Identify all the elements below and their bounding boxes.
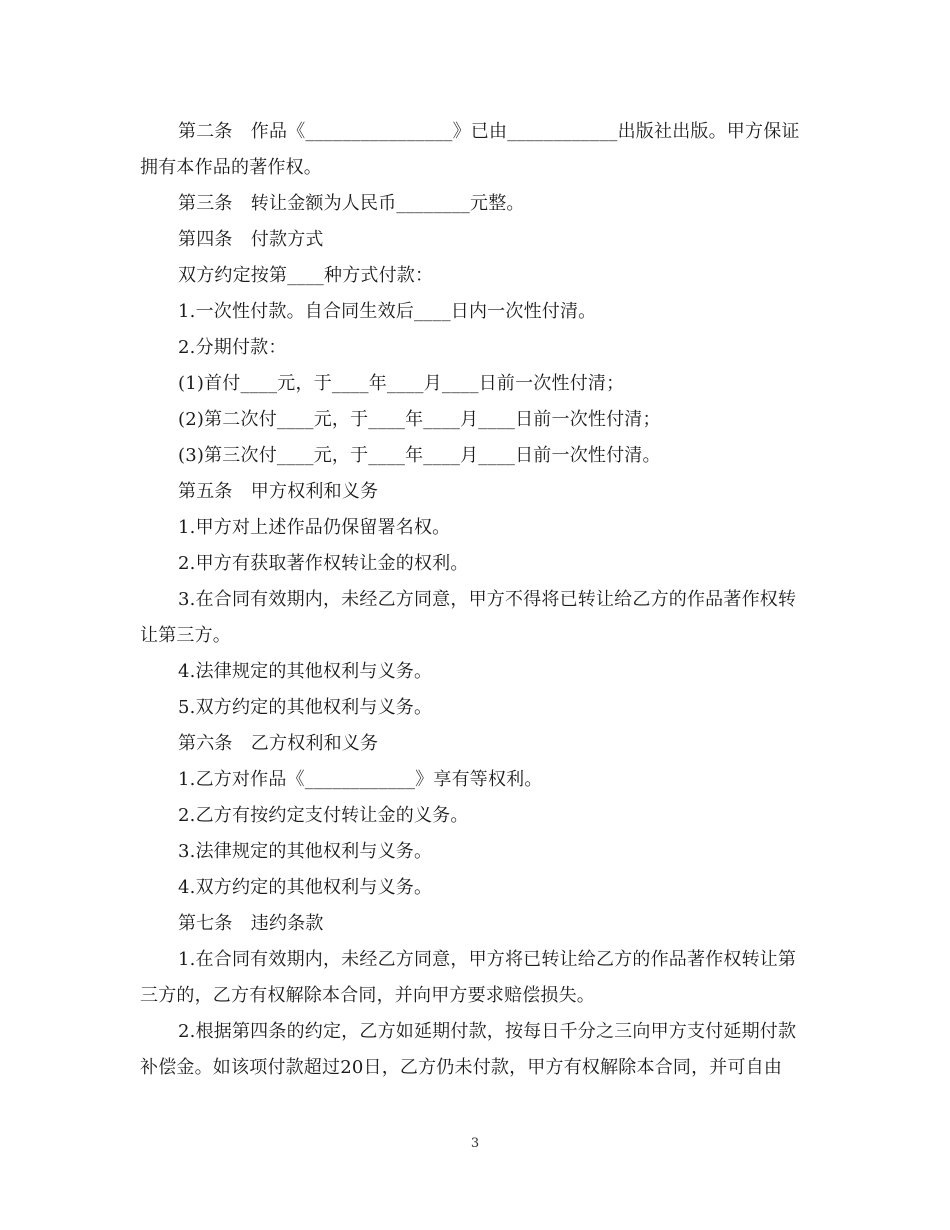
article-4-heading: 第四条 付款方式 [178,229,324,250]
article-6-heading: 第六条 乙方权利和义务 [178,733,379,754]
payment-method-choice: 双方约定按第____种方式付款： [178,265,434,286]
party-b-right-4: 4.双方约定的其他权利与义务。 [178,877,433,898]
article-7-heading: 第七条 违约条款 [178,913,324,934]
breach-clause-2: 2.根据第四条的约定，乙方如延期付款，按每日千分之三向甲方支付延期付款补偿金。如该项付款超过20日，乙方仍未付款，甲方有权解除本合同，并可自由 [140,1021,797,1078]
installment-payment-item: 2.分期付款： [178,337,287,358]
article-2-paragraph: 第二条 作品《________________》已由____________出版社出版。甲方保证拥有本作品的著作权。 [140,121,800,178]
installment-second: (2)第二次付____元，于____年____月____日前一次性付清； [178,409,661,430]
lump-sum-payment-item: 1.一次性付款。自合同生效后____日内一次性付清。 [178,301,597,322]
party-b-right-1: 1.乙方对作品《____________》享有等权利。 [178,769,543,790]
party-a-right-2: 2.甲方有获取著作权转让金的权利。 [178,553,469,574]
article-3-paragraph: 第三条 转让金额为人民币________元整。 [178,193,525,214]
document-body [140,114,812,1086]
installment-first: (1)首付____元，于____年____月____日前一次性付清； [178,373,625,394]
party-a-right-5: 5.双方约定的其他权利与义务。 [178,697,433,718]
party-a-right-3: 3.在合同有效期内，未经乙方同意，甲方不得将已转让给乙方的作品著作权转让第三方。 [140,589,797,646]
party-b-right-3: 3.法律规定的其他权利与义务。 [178,841,433,862]
breach-clause-1: 1.在合同有效期内，未经乙方同意，甲方将已转让给乙方的作品著作权转让第三方的，乙方有权解除本合同，并向甲方要求赔偿损失。 [140,949,797,1006]
page-number: 3 [470,1136,480,1151]
party-a-right-1: 1.甲方对上述作品仍保留署名权。 [178,517,451,538]
installment-third: (3)第三次付____元，于____年____月____日前一次性付清。 [178,445,661,466]
party-b-right-2: 2.乙方有按约定支付转让金的义务。 [178,805,469,826]
article-5-heading: 第五条 甲方权利和义务 [178,481,379,502]
party-a-right-4: 4.法律规定的其他权利与义务。 [178,661,433,682]
